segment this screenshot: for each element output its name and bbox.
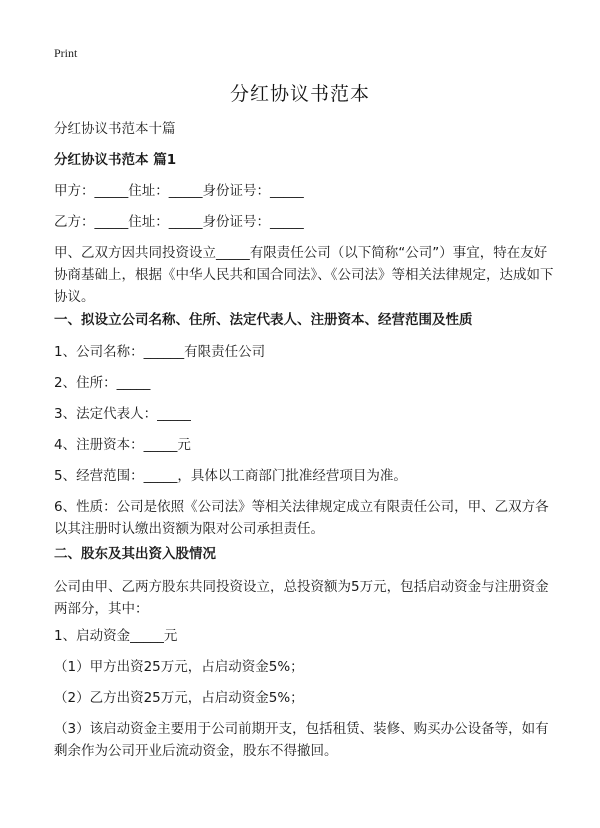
clause-1-item-5: 5、经营范围：_____，具体以工商部门批准经营项目为准。 xyxy=(54,468,407,484)
intro-paragraph: 甲、乙双方因共同投资设立_____有限责任公司（以下简称“公司”）事宜，特在友好协商基础上，根据《中华人民共和国合同法》、《公司法》等相关法律规定，达成如下协议。 xyxy=(54,245,554,305)
party-a-line: 甲方：_____住址：_____身份证号：_____ xyxy=(54,183,304,199)
clause-1-item-6: 6、性质：公司是依照《公司法》等相关法律规定成立有限责任公司，甲、乙双方各以其注册时认缴出资额为限对公司承担责任。 xyxy=(54,499,549,537)
clause-2-subitem-3: （3）该启动资金主要用于公司前期开支，包括租赁、装修、购买办公设备等，如有剩余作为公司开业后流动资金，股东不得撤回。 xyxy=(54,721,549,759)
clause-2-subitem-1: （1）甲方出资25万元，占启动资金5%； xyxy=(54,659,304,675)
print-label: Print xyxy=(54,46,78,60)
clause-1-item-4: 4、注册资本：_____元 xyxy=(54,437,191,453)
section-heading: 分红协议书范本 篇1 xyxy=(54,152,177,168)
clause-2-paragraph: 公司由甲、乙两方股东共同投资设立，总投资额为5万元，包括启动资金与注册资金两部分，其中： xyxy=(54,579,549,617)
document-title: 分红协议书范本 xyxy=(229,83,370,105)
party-b-line: 乙方：_____住址：_____身份证号：_____ xyxy=(54,214,304,230)
clause-1-item-1: 1、公司名称：______有限责任公司 xyxy=(54,344,266,360)
clause-heading-2: 二、股东及其出资入股情况 xyxy=(54,546,216,562)
document-subtitle: 分红协议书范本十篇 xyxy=(54,121,176,137)
clause-2-subitem-2: （2）乙方出资25万元，占启动资金5%； xyxy=(54,690,304,706)
clause-2-item-1: 1、启动资金_____元 xyxy=(54,628,178,644)
clause-1-item-2: 2、住所：_____ xyxy=(54,375,151,391)
clause-heading-1: 一、拟设立公司名称、住所、法定代表人、注册资本、经营范围及性质 xyxy=(54,312,473,328)
clause-1-item-3: 3、法定代表人：_____ xyxy=(54,406,191,422)
